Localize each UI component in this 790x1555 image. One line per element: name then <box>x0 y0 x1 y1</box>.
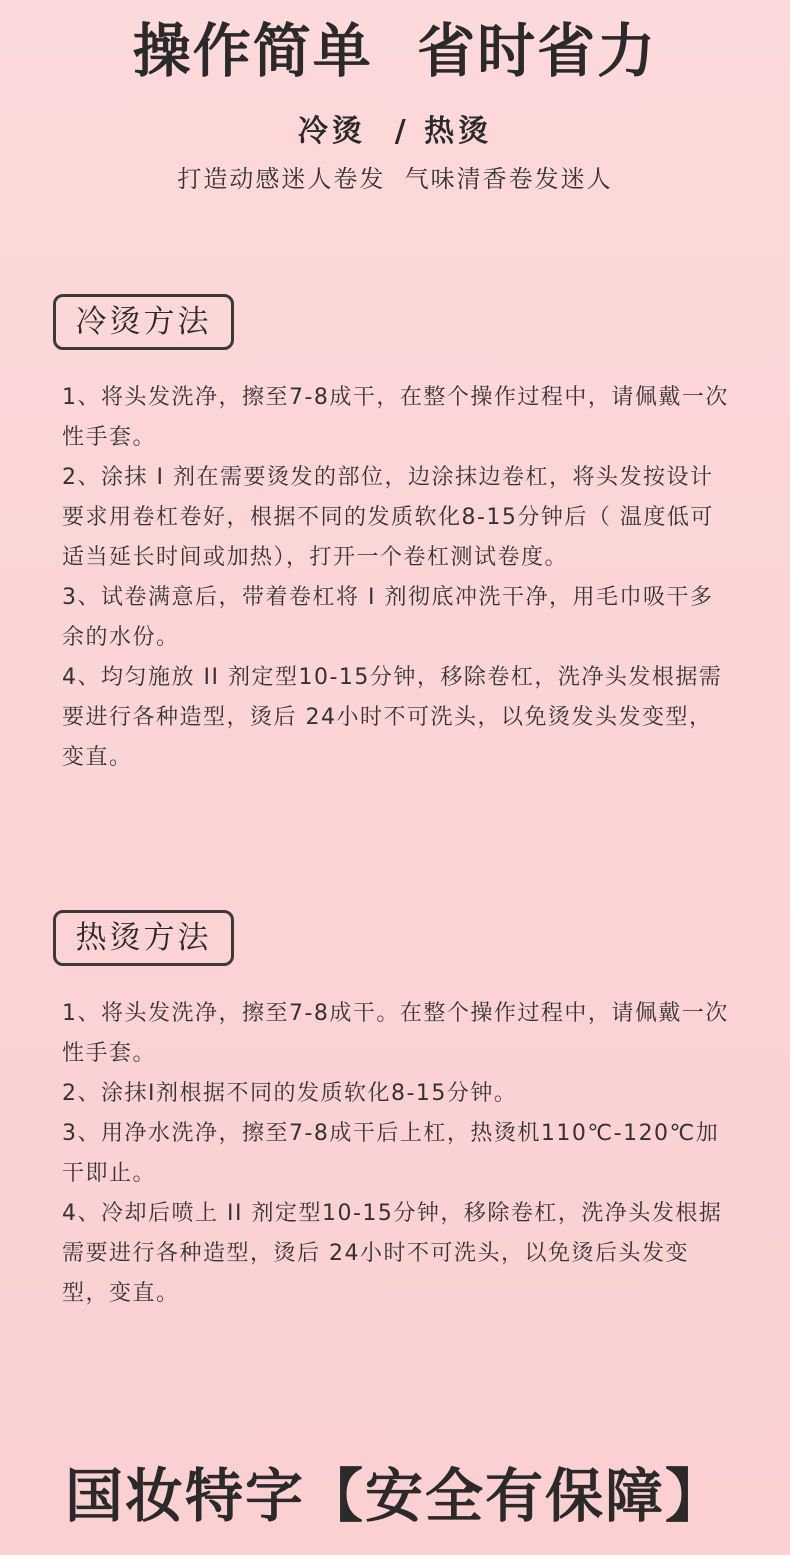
cold-perm-step-2: 2、涂抹 I 剂在需要烫发的部位，边涂抹边卷杠，将头发按设计要求用卷杠卷好，根据不同的发质软化8-15分钟后（ 温度低可适当延长时间或加热），打开一个卷杠测试卷度。 <box>62 465 714 570</box>
hot-perm-step-4: 4、冷却后喷上 II 剂定型10-15分钟，移除卷杠，洗净头发根据需要进行各种造型，烫后 24小时不可洗头，以免烫后头发变型，变直。 <box>62 1201 723 1306</box>
hot-perm-steps <box>62 994 732 1314</box>
hot-perm-section-label: 热烫方法 <box>53 910 234 966</box>
hot-perm-step-2: 2、涂抹I剂根据不同的发质软化8-15分钟。 <box>62 1081 518 1106</box>
cold-perm-steps <box>62 378 732 778</box>
cold-perm-section-label: 冷烫方法 <box>53 294 234 350</box>
cold-perm-step-1: 1、将头发洗净，擦至7-8成干，在整个操作过程中，请佩戴一次性手套。 <box>62 385 729 450</box>
headline: 操作简单 省时省力 <box>132 17 658 85</box>
tagline: 打造动感迷人卷发 气味清香卷发迷人 <box>177 165 613 193</box>
perm-type-subtitle: 冷烫 / 热烫 <box>297 114 493 149</box>
hot-perm-step-3: 3、用净水洗净，擦至7-8成干后上杠，热烫机110℃-120℃加干即止。 <box>62 1121 720 1186</box>
cold-perm-step-3: 3、试卷满意后，带着卷杠将 I 剂彻底冲洗干净，用毛巾吸干多余的水份。 <box>62 585 714 650</box>
cold-perm-step-4: 4、均匀施放 II 剂定型10-15分钟，移除卷杠，洗净头发根据需要进行各种造型，烫后 24小时不可洗头，以免烫发头发变型，变直。 <box>62 665 723 770</box>
safety-slogan: 国妆特字【安全有保障】 <box>64 1462 725 1530</box>
hot-perm-step-1: 1、将头发洗净，擦至7-8成干。在整个操作过程中，请佩戴一次性手套。 <box>62 1001 729 1066</box>
